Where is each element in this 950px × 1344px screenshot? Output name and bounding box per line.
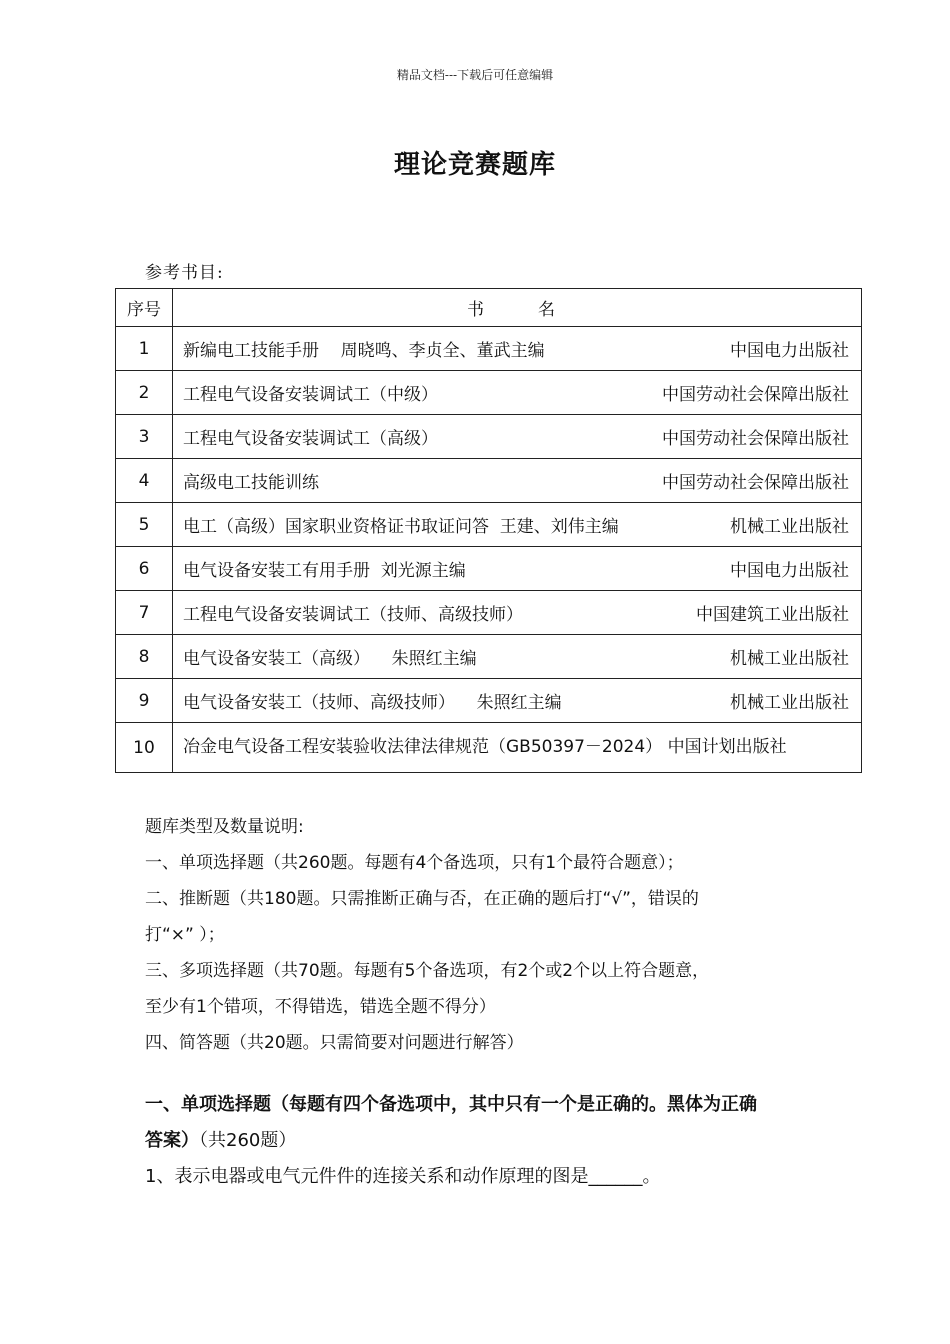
notes-line: 一、单项选择题（共260题。每题有4个备选项，只有1个最符合题意）； [145,853,684,873]
header-num: 序号 [116,289,173,327]
section-heading-continued: 答案） [145,1130,199,1151]
book-publisher: 中国劳动社会保障出版社 [662,385,849,405]
book-publisher: 中国劳动社会保障出版社 [662,473,849,493]
table-row [116,635,862,679]
table-row [116,591,862,635]
book-title: 电气设备安装工有用手册 刘光源主编 [183,561,466,581]
book-title: 工程电气设备安装调试工（中级） [183,385,438,405]
book-title: 新编电工技能手册 周晓鸣、李贞全、董武主编 [183,341,545,361]
row-num: 4 [116,459,173,503]
notes-line: 三、多项选择题（共70题。每题有5个备选项，有2个或2个以上符合题意， [145,961,710,981]
document-title: 理论竞赛题库 [393,150,556,180]
question-type-notes [145,809,825,1061]
book-publisher: 中国电力出版社 [730,561,849,581]
row-num: 7 [116,591,173,635]
book-title: 电气设备安装工（高级） 朱照红主编 [183,649,477,669]
book-title: 电气设备安装工（技师、高级技师） 朱照红主编 [183,693,562,713]
notes-line: 四、简答题（共20题。只需简要对问题进行解答） [145,1033,524,1053]
table-row [116,459,862,503]
row-num: 10 [116,723,173,773]
row-num: 5 [116,503,173,547]
row-num: 9 [116,679,173,723]
book-publisher: 中国劳动社会保障出版社 [662,429,849,449]
reference-label: 参考书目: [145,263,224,283]
row-num: 2 [116,371,173,415]
table-row [116,371,862,415]
section-count: （共260题） [199,1130,297,1151]
reference-books-table [115,288,862,773]
table-row [116,415,862,459]
notes-line: 至少有1个错项，不得错选，错选全题不得分） [145,997,496,1017]
notes-line: 二、推断题（共180题。只需推断正确与否，在正确的题后打“√”，错误的 [145,889,699,909]
book-publisher: 机械工业出版社 [730,649,849,669]
table-row [116,327,862,371]
book-title: 冶金电气设备工程安装验收法律法律规范（GB50397－2024） 中国计划出版社 [173,723,862,773]
row-num: 6 [116,547,173,591]
section-single-choice [145,1087,825,1195]
header-book: 书 名 [173,289,862,327]
book-title: 工程电气设备安装调试工（高级） [183,429,438,449]
section-heading: 一、单项选择题（每题有四个备选项中，其中只有一个是正确的。黑体为正确 [145,1094,757,1115]
table-header-row [116,289,862,327]
row-num: 1 [116,327,173,371]
row-num: 8 [116,635,173,679]
book-title: 工程电气设备安装调试工（技师、高级技师） [183,605,523,625]
table-row [116,503,862,547]
table-row [116,547,862,591]
header-note: 精品文档---下载后可任意编辑 [396,68,554,82]
table-row [116,723,862,773]
book-title: 电工（高级）国家职业资格证书取证问答 王建、刘伟主编 [183,517,619,537]
table-row [116,679,862,723]
book-publisher: 机械工业出版社 [730,517,849,537]
book-publisher: 中国电力出版社 [730,341,849,361]
row-num: 3 [116,415,173,459]
book-publisher: 中国建筑工业出版社 [696,605,849,625]
question-1: 1、表示电器或电气元件件的连接关系和动作原理的图是______。 [145,1166,661,1187]
book-publisher: 机械工业出版社 [730,693,849,713]
book-title: 高级电工技能训练 [183,473,319,493]
notes-heading: 题库类型及数量说明: [145,817,304,837]
notes-line: 打“×” ）； [145,925,225,945]
